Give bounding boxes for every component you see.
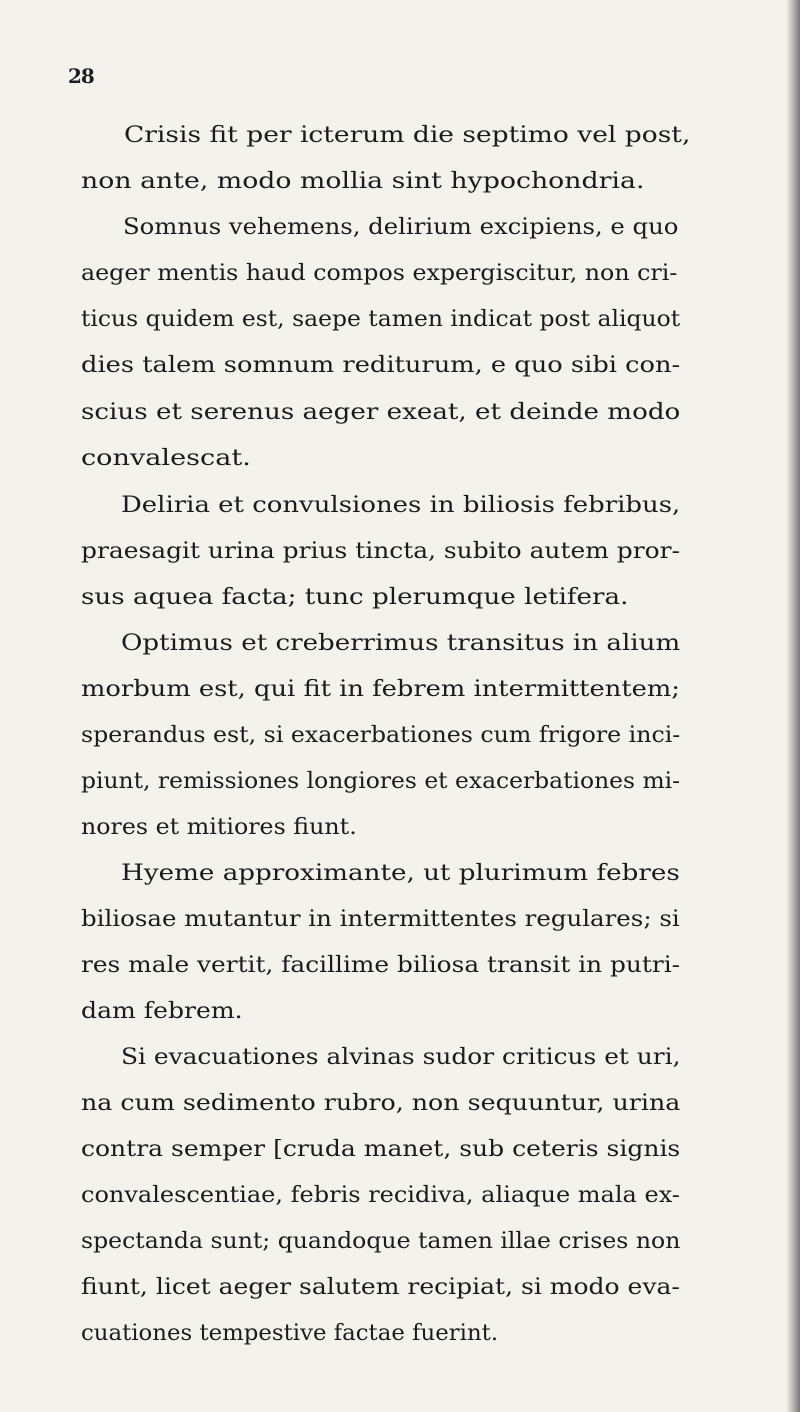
text-line: Crisis fit per icterum die septimo vel post, [124,123,691,148]
text-line: convalescat. [81,446,251,471]
text-line: Optimus et creberrimus transitus in alium [121,631,681,656]
text-line: non ante, modo mollia sint hypochondria. [81,169,645,194]
text-line: Si evacuationes alvinas sudor criticus et uri, [121,1045,681,1070]
text-line: Somnus vehemens, delirium excipiens, e quo [123,215,679,240]
text-line: res male vertit, facillime biliosa transit in putri- [81,953,681,978]
text-line: cuationes tempestive factae fuerint. [81,1321,499,1346]
text-line: sperandus est, si exacerbationes cum frigore inci- [81,723,681,748]
text-line: Hyeme approximante, ut plurimum febres [121,861,680,886]
text-line: Deliria et convulsiones in biliosis febribus, [121,493,681,518]
text-line: convalescentiae, febris recidiva, aliaque mala ex- [81,1183,680,1208]
text-line: morbum est, qui fit in febrem intermittentem; [81,677,680,702]
text-line: spectanda sunt; quandoque tamen illae crises non [81,1229,681,1254]
text-line: fiunt, licet aeger salutem recipiat, si modo eva- [81,1275,680,1300]
text-line: scius et serenus aeger exeat, et deinde modo [81,400,681,425]
text-line: dies talem somnum rediturum, e quo sibi con- [81,353,681,378]
text-line: dam febrem. [81,999,243,1024]
text-line: biliosae mutantur in intermittentes regulares; si [81,907,680,932]
text-line: na cum sedimento rubro, non sequuntur, urina [81,1091,681,1116]
text-line: aeger mentis haud compos expergiscitur, non cri- [81,261,678,286]
text-line: contra semper [cruda manet, sub ceteris signis [81,1137,681,1162]
text-line: praesagit urina prius tincta, subito autem pror- [81,539,680,564]
text-line: sus aquea facta; tunc plerumque letifera. [81,585,629,610]
text-line: nores et mitiores fiunt. [81,815,357,840]
page-number: 28 [68,64,94,88]
text-line: piunt, remissiones longiores et exacerbationes mi- [81,769,681,794]
text-line: ticus quidem est, saepe tamen indicat post aliquot [81,307,681,332]
